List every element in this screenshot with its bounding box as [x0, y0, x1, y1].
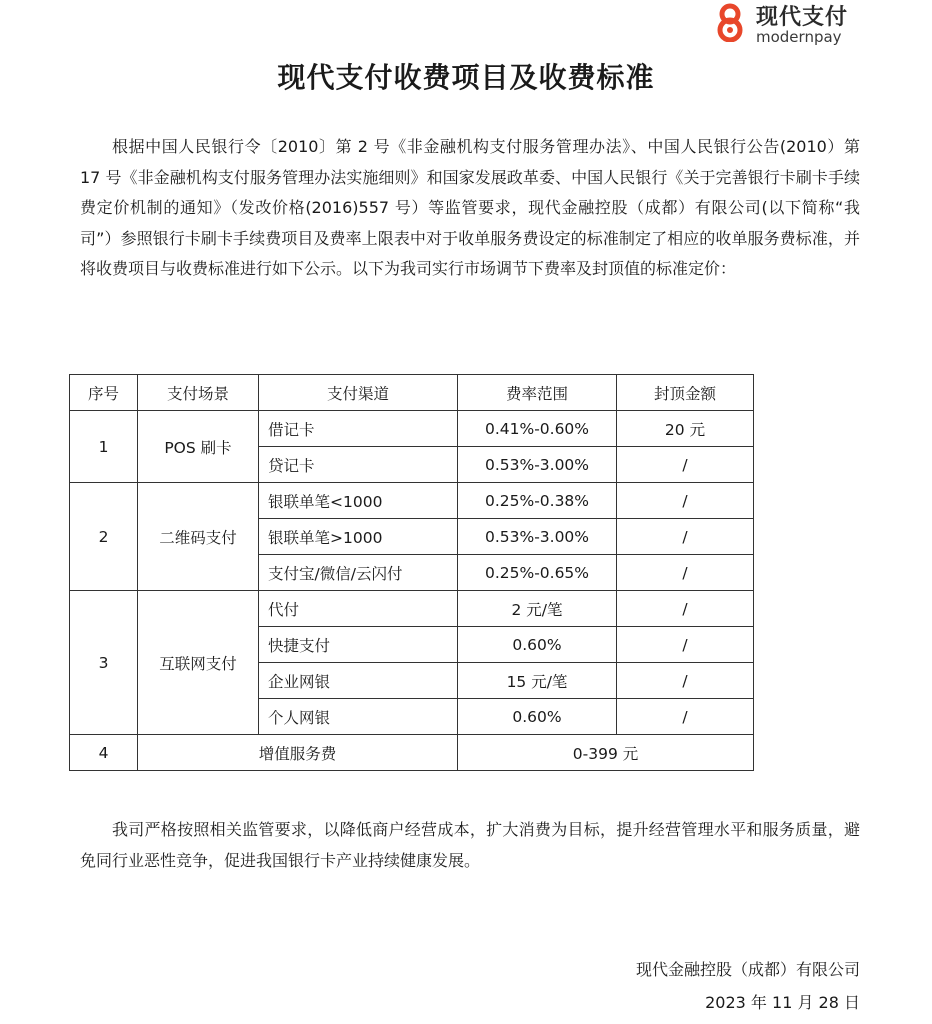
intro-paragraph: 根据中国人民银行令〔2010〕第 2 号《非金融机构支付服务管理办法》、中国人民银行公告(2010）第 17 号《非金融机构支付服务管理办法实施细则》和国家发展政革委、中国人民银行《关于完善银行卡刷卡手续费定价机制的通知》（发改价格(2016)557 号）等监管要求，现代金融控股（成都）有限公司(以下简称“我司”）参照银行卡刷卡手续费项目及费率上限表中对于收单服务费设定的标准制定了相应的收单服务费标准，并将收费项目与收费标准进行如下公示。以下为我司实行市场调节下费率及封顶值的标准定价： [80, 137, 860, 278]
row-rate: 0.53%-3.00% [458, 447, 617, 483]
table-row [70, 483, 754, 519]
row-rate: 0.41%-0.60% [458, 411, 617, 447]
row-channel: 个人网银 [259, 699, 458, 735]
row-no: 2 [70, 483, 138, 591]
row-cap: / [617, 699, 754, 735]
table-header-row [70, 375, 754, 411]
row-rate: 15 元/笔 [458, 663, 617, 699]
row-cap: 20 元 [617, 411, 754, 447]
row-scene: 二维码支付 [138, 483, 259, 591]
row-cap: / [617, 627, 754, 663]
row-channel: 代付 [259, 591, 458, 627]
header-no: 序号 [70, 375, 138, 411]
row-no: 4 [70, 735, 138, 771]
row-rate: 0.60% [458, 699, 617, 735]
row-channel: 快捷支付 [259, 627, 458, 663]
row-channel: 银联单笔>1000 [259, 519, 458, 555]
brand-name-cn: 现代支付 [756, 5, 849, 30]
row-rate: 0.25%-0.65% [458, 555, 617, 591]
row-cap: / [617, 447, 754, 483]
row-channel: 企业网银 [259, 663, 458, 699]
row-scene: 互联网支付 [138, 591, 259, 735]
page-title: 现代支付收费项目及收费标准 [277, 61, 655, 94]
row-fee: 0-399 元 [458, 735, 754, 771]
header-cap: 封顶金额 [617, 375, 754, 411]
row-cap: / [617, 519, 754, 555]
fee-table [69, 374, 754, 771]
row-rate: 2 元/笔 [458, 591, 617, 627]
row-channel: 银联单笔<1000 [259, 483, 458, 519]
brand-name-en: modernpay [756, 28, 842, 46]
row-channel: 贷记卡 [259, 447, 458, 483]
row-no: 1 [70, 411, 138, 483]
header-channel: 支付渠道 [259, 375, 458, 411]
row-rate: 0.25%-0.38% [458, 483, 617, 519]
signature-company: 现代金融控股（成都）有限公司 [635, 960, 860, 979]
table-row [70, 735, 754, 771]
row-no: 3 [70, 591, 138, 735]
modernpay-logo-icon [710, 2, 750, 42]
row-scene: POS 刷卡 [138, 411, 259, 483]
row-rate: 0.53%-3.00% [458, 519, 617, 555]
header-scene: 支付场景 [138, 375, 259, 411]
row-item: 增值服务费 [138, 735, 458, 771]
row-cap: / [617, 555, 754, 591]
row-channel: 借记卡 [259, 411, 458, 447]
row-cap: / [617, 591, 754, 627]
signature-date: 2023 年 11 月 28 日 [705, 993, 860, 1012]
table-row [70, 411, 754, 447]
row-rate: 0.60% [458, 627, 617, 663]
table-row [70, 591, 754, 627]
row-cap: / [617, 483, 754, 519]
header-rate: 费率范围 [458, 375, 617, 411]
row-channel: 支付宝/微信/云闪付 [259, 555, 458, 591]
row-cap: / [617, 663, 754, 699]
closing-paragraph: 我司严格按照相关监管要求，以降低商户经营成本，扩大消费为目标，提升经营管理水平和服务质量，避免同行业恶性竞争，促进我国银行卡产业持续健康发展。 [80, 820, 860, 870]
modernpay-logo [710, 0, 860, 44]
